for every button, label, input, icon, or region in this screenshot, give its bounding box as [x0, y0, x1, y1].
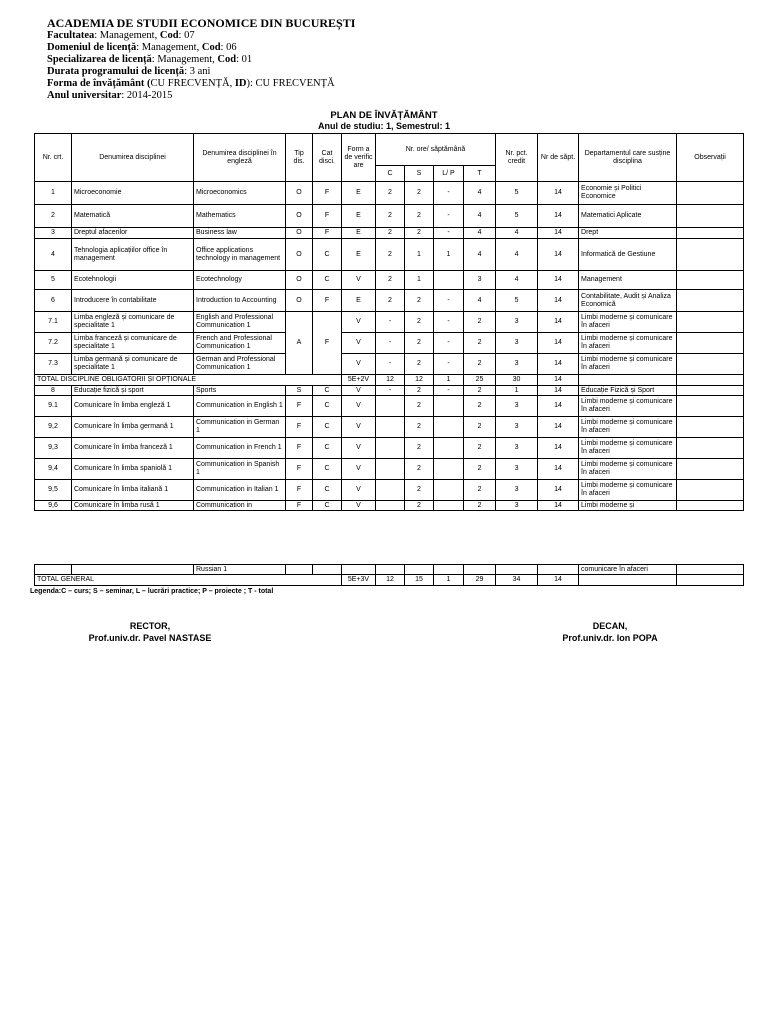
header-credit: Nr. pct. credit [496, 134, 538, 182]
header-line-specializarea: Specializarea de licență: Management, Cod: 01 [47, 54, 253, 65]
rector-title: RECTOR, [129, 621, 171, 631]
header-line-facultatea: Facultatea: Management, Cod: 07 [47, 30, 195, 41]
table-row: 8 Educație fizică și sport Sports S C V - 2 - 2 1 14 Educație Fizică și Sport [35, 386, 744, 396]
lang-cat: F [313, 312, 342, 375]
header-tip: Tip dis. [286, 134, 313, 182]
lang-tip: A [286, 312, 313, 375]
header-line-anul: Anul universitar: 2014-2015 [47, 90, 173, 101]
table-row: 9,3 Comunicare în limba franceză 1 Communication in French 1 F C V 2 2 3 14 Limbi moderne și comunicare în afaceri [35, 438, 744, 459]
table-row: 9,2 Comunicare în limba germană 1 Communication in German 1 F C V 2 2 3 14 Limbi moderne și comunicare în afaceri [35, 417, 744, 438]
table-header-row [35, 134, 744, 166]
header-ore-c: C [376, 166, 405, 182]
document-header [47, 16, 507, 102]
header-cat: Cat disci. [313, 134, 342, 182]
plan-subtitle: Anul de studiu: 1, Semestrul: 1 [317, 121, 451, 131]
header-line-durata: Durata programului de licență: 3 ani [47, 66, 211, 77]
decan-title: DECAN, [592, 621, 628, 631]
header-denumirea-en: Denumirea disciplinei în engleză [194, 134, 286, 182]
header-line-forma: Forma de învățământ (CU FRECVENȚĂ, ID): CU FRECVENȚĂ [47, 78, 335, 89]
table-row: 4 Tehnologia aplicațiilor office în management Office applications technology in management O C E 2 1 1 4 4 14 Informatică de Gestiune [35, 239, 744, 271]
header-line-domeniul: Domeniul de licență: Management, Cod: 06 [47, 42, 237, 53]
table-row: 6 Introducere în contabilitate Introduction to Accounting O F E 2 2 - 4 5 14 Contabilitate, Audit și Analiza Economică [35, 290, 744, 312]
total-general-label: TOTAL GENERAL [35, 575, 342, 586]
signature-rector [40, 620, 260, 644]
header-forma: Form a de verific are [342, 134, 376, 182]
plan-title: PLAN DE ÎNVĂȚĂMÂNT [330, 110, 438, 121]
institution-name: ACADEMIA DE STUDII ECONOMICE DIN BUCUREȘTI [47, 16, 356, 30]
decan-name: Prof.univ.dr. Ion POPA [562, 633, 658, 643]
table-row: 7.1 Limba engleză și comunicare de specialitate 1 English and Professional Communication 1 A F V - 2 - 2 3 14 Limbi moderne și comunicare în afaceri [35, 312, 744, 333]
table-row: 9,6 Comunicare în limba rusă 1 Communication in F C V 2 2 3 14 Limbi moderne și [35, 501, 744, 511]
table-row: 9,5 Comunicare în limba italiană 1 Communication in Italian 1 F C V 2 2 3 14 Limbi moderne și comunicare în afaceri [35, 480, 744, 501]
table-row: 1 Microeconomie Microeconomics O F E 2 2 - 4 5 14 Economie și Politici Economice [35, 182, 744, 205]
header-sapt: Nr de săpt. [538, 134, 579, 182]
table-row-continuation: Russian 1 comunicare în afaceri [35, 565, 744, 575]
table-row: 3 Dreptul afacerilor Business law O F E 2 2 - 4 4 14 Drept [35, 228, 744, 239]
table-row: 7.2 Limba franceză și comunicare de specialitate 1 French and Professional Communication 1 V - 2 - 2 3 14 Limbi moderne și comunicare în afaceri [35, 333, 744, 354]
header-ore-lp: L/ P [434, 166, 464, 182]
header-dept: Departamentul care susține disciplina [579, 134, 677, 182]
total-obligatorii-label: TOTAL DISCIPLINE OBLIGATORII ȘI OPȚIONALE [35, 375, 342, 386]
curriculum-table-continuation [34, 564, 744, 586]
total-general-row: TOTAL GENERAL 5E+3V 12 15 1 29 34 14 [35, 575, 744, 586]
table-row: 9.1 Comunicare în limba engleză 1 Communication in English 1 F C V 2 2 3 14 Limbi moderne și comunicare în afaceri [35, 396, 744, 417]
header-denumirea: Denumirea disciplinei [72, 134, 194, 182]
header-ore-t: T [464, 166, 496, 182]
header-nr-crt: Nr. crt. [35, 134, 72, 182]
signature-decan [500, 620, 720, 644]
table-row: 7.3 Limba germană și comunicare de specialitate 1 German and Professional Communication 1 V - 2 - 2 3 14 Limbi moderne și comunicare în afaceri [35, 354, 744, 375]
header-ore-s: S [405, 166, 434, 182]
legend-text: Legenda:C – curs; S – seminar, L – lucrări practice; P – proiecte ; T - total [30, 588, 274, 595]
rector-name: Prof.univ.dr. Pavel NASTASE [88, 633, 212, 643]
header-ore: Nr. ore/ săptămână [376, 134, 496, 166]
table-row: 5 Ecotehnologii Ecotechnology O C V 2 1 3 4 14 Management [35, 271, 744, 290]
table-row: 2 Matematică Mathematics O F E 2 2 - 4 5 14 Matematici Aplicate [35, 205, 744, 228]
header-obs: Observații [677, 134, 744, 182]
total-obligatorii-row: TOTAL DISCIPLINE OBLIGATORII ȘI OPȚIONALE 5E+2V 12 12 1 25 30 14 [35, 375, 744, 386]
curriculum-table [34, 133, 744, 511]
table-row: 9,4 Comunicare în limba spaniolă 1 Communication in Spanish 1 F C V 2 2 3 14 Limbi moderne și comunicare în afaceri [35, 459, 744, 480]
